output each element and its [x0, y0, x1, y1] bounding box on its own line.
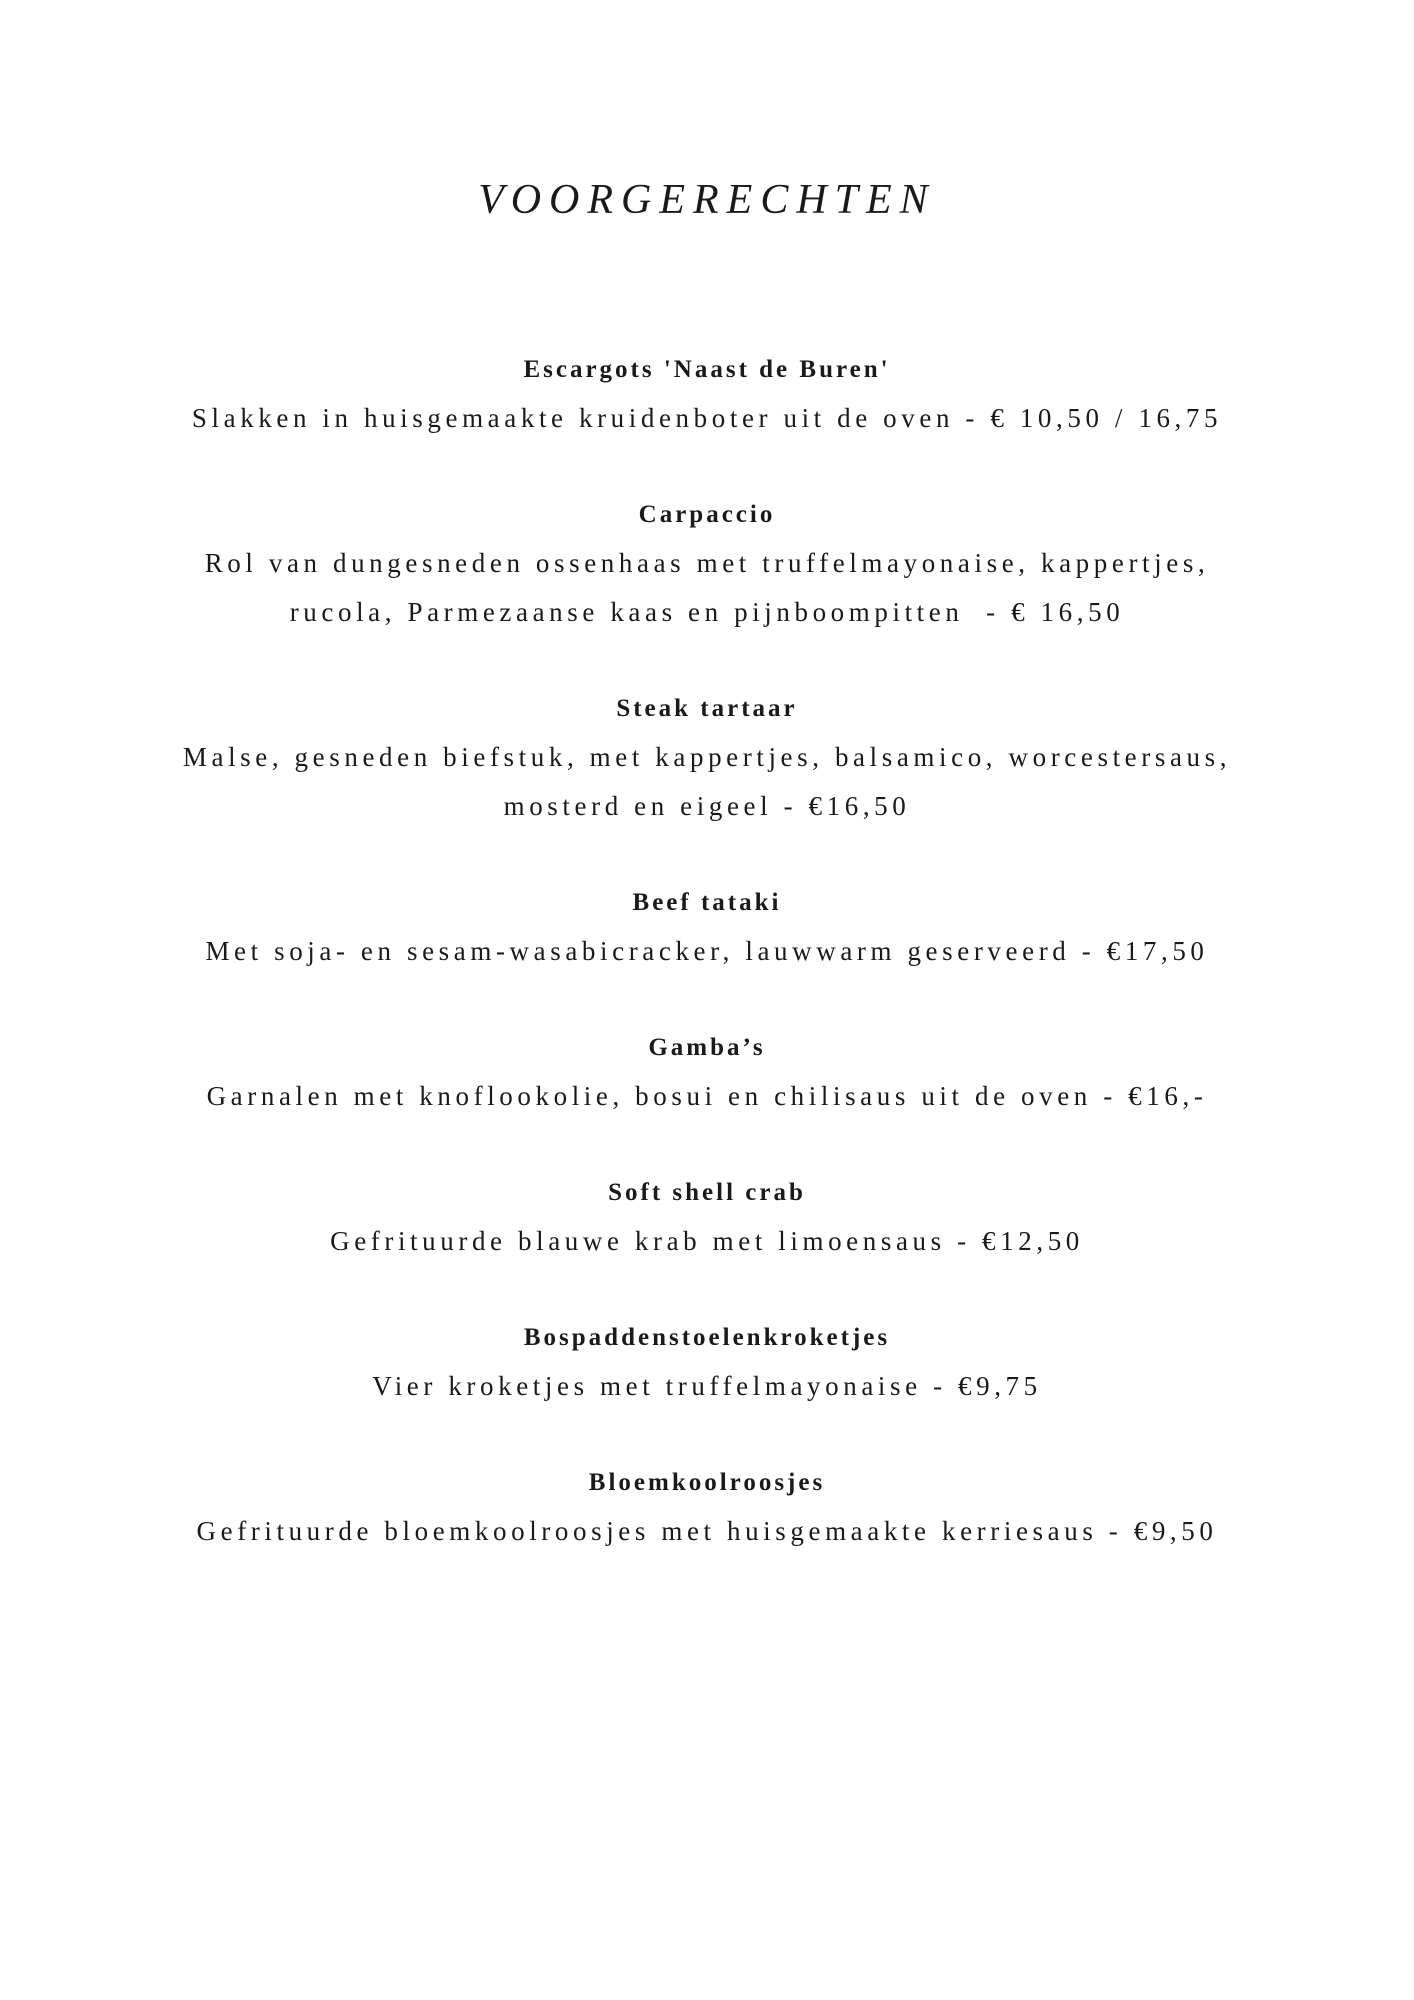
menu-item: [0, 1313, 1414, 1411]
dish-description: Rol van dungesneden ossenhaas met truffelmayonaise, kappertjes,: [204, 548, 1210, 578]
menu-item: [0, 490, 1414, 637]
dish-name: Beef tataki: [632, 889, 782, 916]
dish-description: rucola, Parmezaanse kaas en pijnboompitten - € 16,50: [289, 597, 1125, 627]
dish-description: mosterd en eigeel - €16,50: [503, 791, 911, 821]
menu-item: [0, 684, 1414, 831]
dish-description: Gefrituurde bloemkoolroosjes met huisgemaakte kerriesaus - €9,50: [196, 1516, 1218, 1546]
dish-description: Garnalen met knoflookolie, bosui en chilisaus uit de oven - €16,-: [206, 1081, 1208, 1111]
menu-list: [0, 345, 1414, 1603]
dish-description: Malse, gesneden biefstuk, met kappertjes, balsamico, worcestersaus,: [182, 742, 1232, 772]
dish-name: Bloemkoolroosjes: [588, 1469, 826, 1496]
dish-name: Bospaddenstoelenkroketjes: [523, 1324, 891, 1351]
dish-description: Slakken in huisgemaakte kruidenboter uit de oven - € 10,50 / 16,75: [191, 403, 1223, 433]
dish-name: Carpaccio: [638, 501, 776, 528]
menu-item: [0, 1023, 1414, 1121]
menu-item: [0, 878, 1414, 976]
dish-name: Steak tartaar: [616, 695, 798, 722]
dish-description: Gefrituurde blauwe krab met limoensaus - €12,50: [330, 1226, 1084, 1256]
dish-name: Gamba’s: [648, 1034, 766, 1061]
dish-name: Escargots 'Naast de Buren': [523, 356, 891, 383]
dish-name: Soft shell crab: [608, 1179, 806, 1206]
dish-description: Met soja- en sesam-wasabicracker, lauwwarm geserveerd - €17,50: [205, 936, 1209, 966]
menu-item: [0, 345, 1414, 443]
menu-item: [0, 1168, 1414, 1266]
dish-description: Vier kroketjes met truffelmayonaise - €9,75: [372, 1371, 1042, 1401]
menu-item: [0, 1458, 1414, 1556]
page-title: VOORGERECHTEN: [478, 177, 936, 223]
